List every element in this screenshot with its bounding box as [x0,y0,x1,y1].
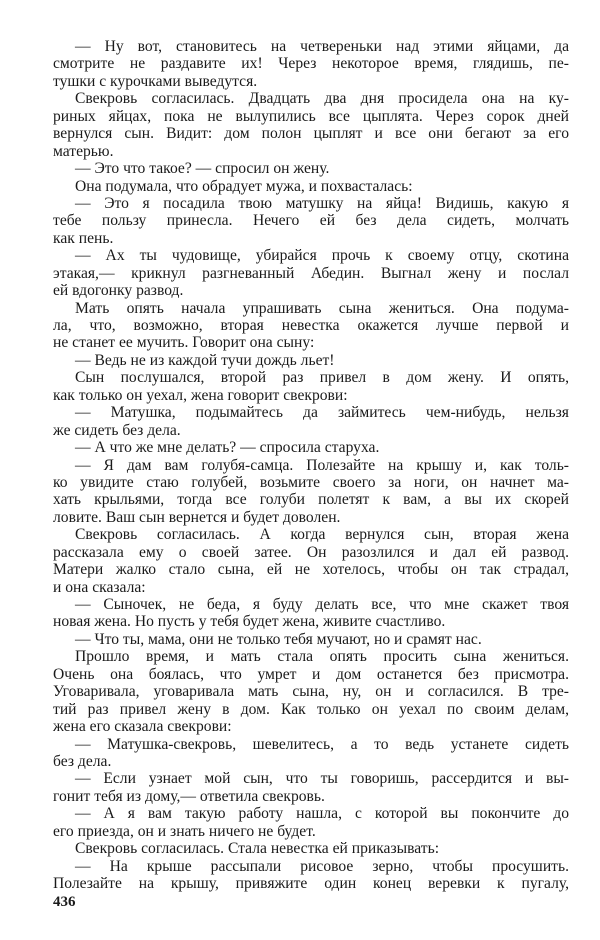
text-line: Прошло время, и мать стала опять просить сына жениться. [75,648,569,666]
page-number: 436 [53,894,76,910]
text-line: — А я вам такую работу нашла, с которой вы покончите до [75,805,569,823]
text-line: как пень. [53,229,114,247]
text-line: тебе пользу принесла. Нечего ей без дела сидеть, молчать [53,212,569,230]
text-line: Уговаривала, уговаривала мать сына, ну, он и согласился. В тре- [53,683,569,701]
text-line: — Что ты, мама, они не только тебя мучают, но и срамят нас. [75,630,482,648]
text-line: — Ну вот, становитесь на четвереньки над этими яйцами, да [75,38,569,55]
text-line: не станет ее мучить. Говорит она сыну: [53,334,315,352]
text-line: же сидеть без дела. [53,421,181,439]
text-line: жена его сказала свекрови: [53,718,232,736]
text-line: ей вдогонку развод. [53,282,184,300]
text-line: матерью. [53,142,114,160]
text-line: — Матушка-свекровь, шевелитесь, а то ведь устанете сидеть [75,735,569,753]
text-line: без дела. [53,752,112,770]
text-line: — Это что такое? — спросил он жену. [75,160,330,178]
text-line: Она подумала, что обрадует мужа, и похвасталась: [75,177,413,195]
text-line: — Это я посадила твою матушку на яйца! Видишь, какую я [75,194,569,212]
text-line: гонит тебя из дому,— ответила свекровь. [53,787,325,805]
text-line: — Ведь не из каждой тучи дождь льет! [75,351,335,369]
text-line: ловите. Ваш сын вернется и будет доволен. [53,508,341,526]
text-line: хать крыльями, тогда все голуби полетят к вам, а вы их скорей [53,491,569,509]
text-line: Очень она боялась, что умрет и дом останется без присмотра. [53,665,569,683]
text-line: Свекровь согласилась. Стала невестка ей приказывать: [75,840,440,858]
text-line: Сын послушался, второй раз привел в дом жену. И опять, [75,369,569,387]
text-line: его приезда, он и знать ничего не будет. [53,822,316,840]
text-line: этакая,— крикнул разгневанный Абедин. Выгнал жену и послал [53,264,569,282]
text-line: смотрите не раздавите их! Через некоторое время, глядишь, пе- [53,55,569,73]
text-line: Матери жалко стало сына, ей не хотелось, чтобы он так страдал, [53,561,569,579]
text-line: ко увидите стаю голубей, возьмите своего за ноги, он начнет ма- [53,473,569,491]
text-line: — На крыше рассыпали рисовое зерно, чтобы просушить. [75,857,569,875]
text-line: вернулся сын. Видит: дом полон цыплят и все они бегают за его [53,125,569,143]
text-line: и она сказала: [53,578,146,596]
text-line: тий раз привел жену в дом. Как только он уехал по своим делам, [53,700,569,718]
text-line: — А что же мне делать? — спросила старуха. [75,439,380,457]
text-line: — Ах ты чудовище, убирайся прочь к своему отцу, скотина [75,247,569,265]
text-line: Мать опять начала упрашивать сына жениться. Она подума- [75,299,569,317]
text-line: — Если узнает мой сын, что ты говоришь, рассердится и вы- [75,770,569,788]
text-line: Свекровь согласилась. Двадцать два дня просидела она на ку- [75,90,569,108]
text-line: новая жена. Но пусть у тебя будет жена, живите счастливо. [53,613,446,631]
text-line: ла, что, возможно, вторая невестка окажется лучше первой и [53,317,569,334]
text-line: риных яйцах, пока не вылупились все цыплята. Через сорок дней [53,107,569,125]
text-line: Свекровь согласилась. А когда вернулся сын, вторая жена [75,526,569,544]
text-line: — Я дам вам голубя-самца. Полезайте на крышу и, как толь- [75,456,569,474]
book-page-text [53,38,569,892]
text-line: рассказала ему о своей затее. Он разозлился и дал ей развод. [53,543,569,561]
text-line: как только он уехал, жена говорит свекрови: [53,386,348,404]
text-line: Полезайте на крышу, привяжите один конец веревки к пугалу, [53,875,569,892]
text-line: — Матушка, подымайтесь да займитесь чем-нибудь, нельзя [75,404,569,422]
text-line: — Сыночек, не беда, я буду делать все, что мне скажет твоя [75,596,569,613]
text-line: тушки с курочками выведутся. [53,72,258,90]
